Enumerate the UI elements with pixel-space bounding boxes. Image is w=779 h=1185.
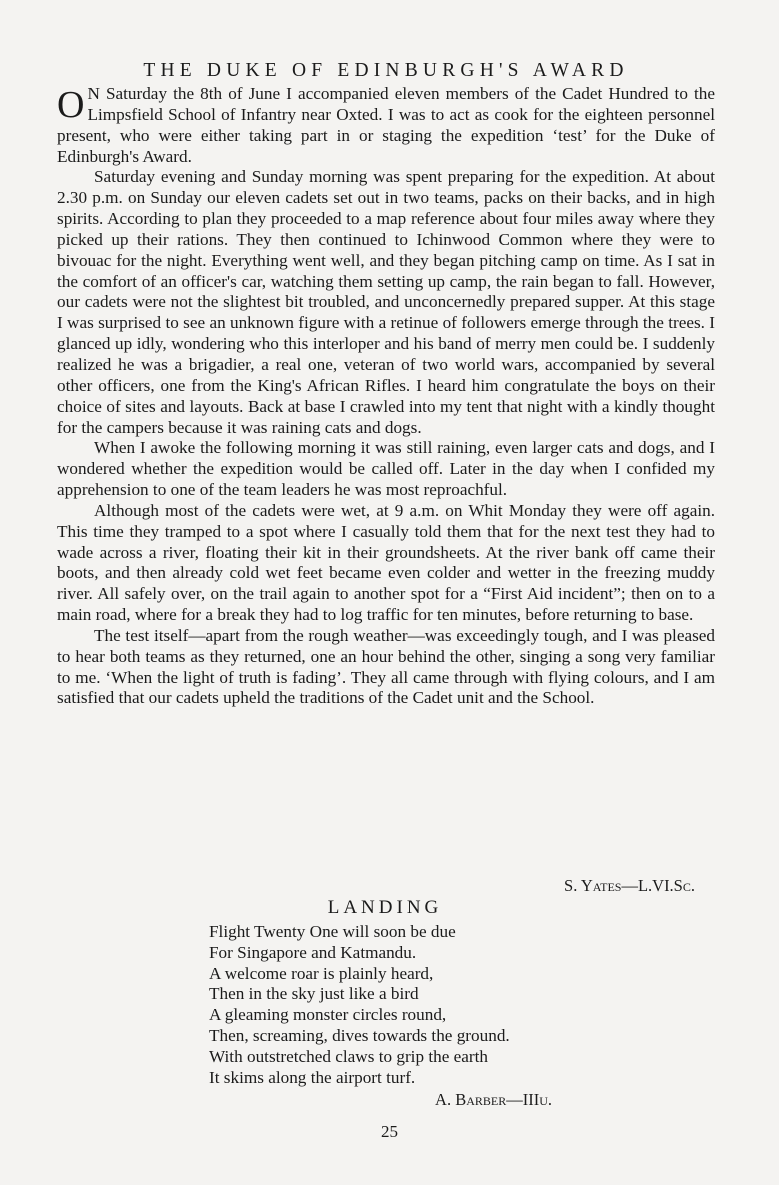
poem-title: LANDING [327, 897, 443, 918]
poem-line: A gleaming monster circles round, [209, 1005, 447, 1025]
poem-line: It skims along the airport turf. [209, 1067, 416, 1087]
poem-line: With outstretched claws to grip the earth [209, 1046, 488, 1066]
drop-cap: O [57, 84, 85, 126]
poem-line: Then in the sky just like a bird [209, 984, 419, 1004]
poem-line: For Singapore and Katmandu. [209, 942, 417, 962]
paragraph: Although most of the cadets were wet, at 9 a.m. on Whit Monday they were off again. This time they tramped to a spot where I casually told them that for the next test they had to wade across a river, floating their kit in their groundsheets. At the river bank off came their boots, and then already cold wet feet became even colder and wetter in the freezing muddy river. All safely over, on the trail again to another spot for a “First Aid incident”; then on to a main road, where for a break they had to log traffic for ten minutes, before returning to base. [57, 500, 715, 625]
poem-line: A welcome roar is plainly heard, [209, 963, 434, 983]
article-title: THE DUKE OF EDINBURGH'S AWARD [143, 60, 629, 81]
paragraph [57, 84, 715, 167]
poem-line: Then, screaming, dives towards the ground. [209, 1025, 510, 1045]
poem-body [209, 922, 510, 1088]
paragraph-text: N Saturday the 8th of June I accompanied eleven members of the Cadet Hundred to the Limpsfield School of Infantry near Oxted. I was to act as cook for the eighteen personnel present, who were either taking part in or staging the expedition ‘test’ for the Duke of Edinburgh's Award. [57, 84, 715, 166]
article-body [57, 84, 715, 709]
paragraph: Saturday evening and Sunday morning was spent preparing for the expedition. At about 2.30 p.m. on Sunday our eleven cadets set out in two teams, packs on their backs, and in high spirits. According to plan they proceeded to a map reference about four miles away where they picked up their rations. They then continued to Ichinwood Common where they were to bivouac for the night. Everything went well, and they began pitching camp on time. As I sat in the comfort of an officer's car, watching them setting up camp, the rain began to fall. However, our cadets were not the slightest bit troubled, and unconcernedly prepared supper. At this stage I was surprised to see an unknown figure with a retinue of followers emerge through the trees. I glanced up idly, wondering who this interloper and his band of merry men could be. I suddenly realized he was a brigadier, a real one, veteran of two world wars, accompanied by several other officers, one from the King's African Rifles. I heard him congratulate the boys on their choice of sites and layouts. Back at base I crawled into my tent that night with a kindly thought for the campers because it was raining cats and dogs. [57, 167, 715, 437]
paragraph: The test itself—apart from the rough weather—was exceedingly tough, and I was pleased to hear both teams as they returned, one an hour behind the other, singing a song very familiar to me. ‘When the light of truth is fading’. They all came through with flying colours, and I am satisfied that our cadets upheld the traditions of the Cadet unit and the School. [57, 625, 715, 708]
poem-line: Flight Twenty One will soon be due [209, 922, 456, 941]
paragraph: When I awoke the following morning it was still raining, even larger cats and dogs, and I wondered whether the expedition would be called off. Later in the day when I confided my apprehension to one of the team leaders he was most reproachful. [57, 438, 715, 500]
poem-signature: A. Barber—IIIu. [435, 1090, 552, 1109]
page-number: 25 [381, 1122, 398, 1141]
article-signature: S. Yates—L.VI.Sc. [564, 876, 695, 895]
